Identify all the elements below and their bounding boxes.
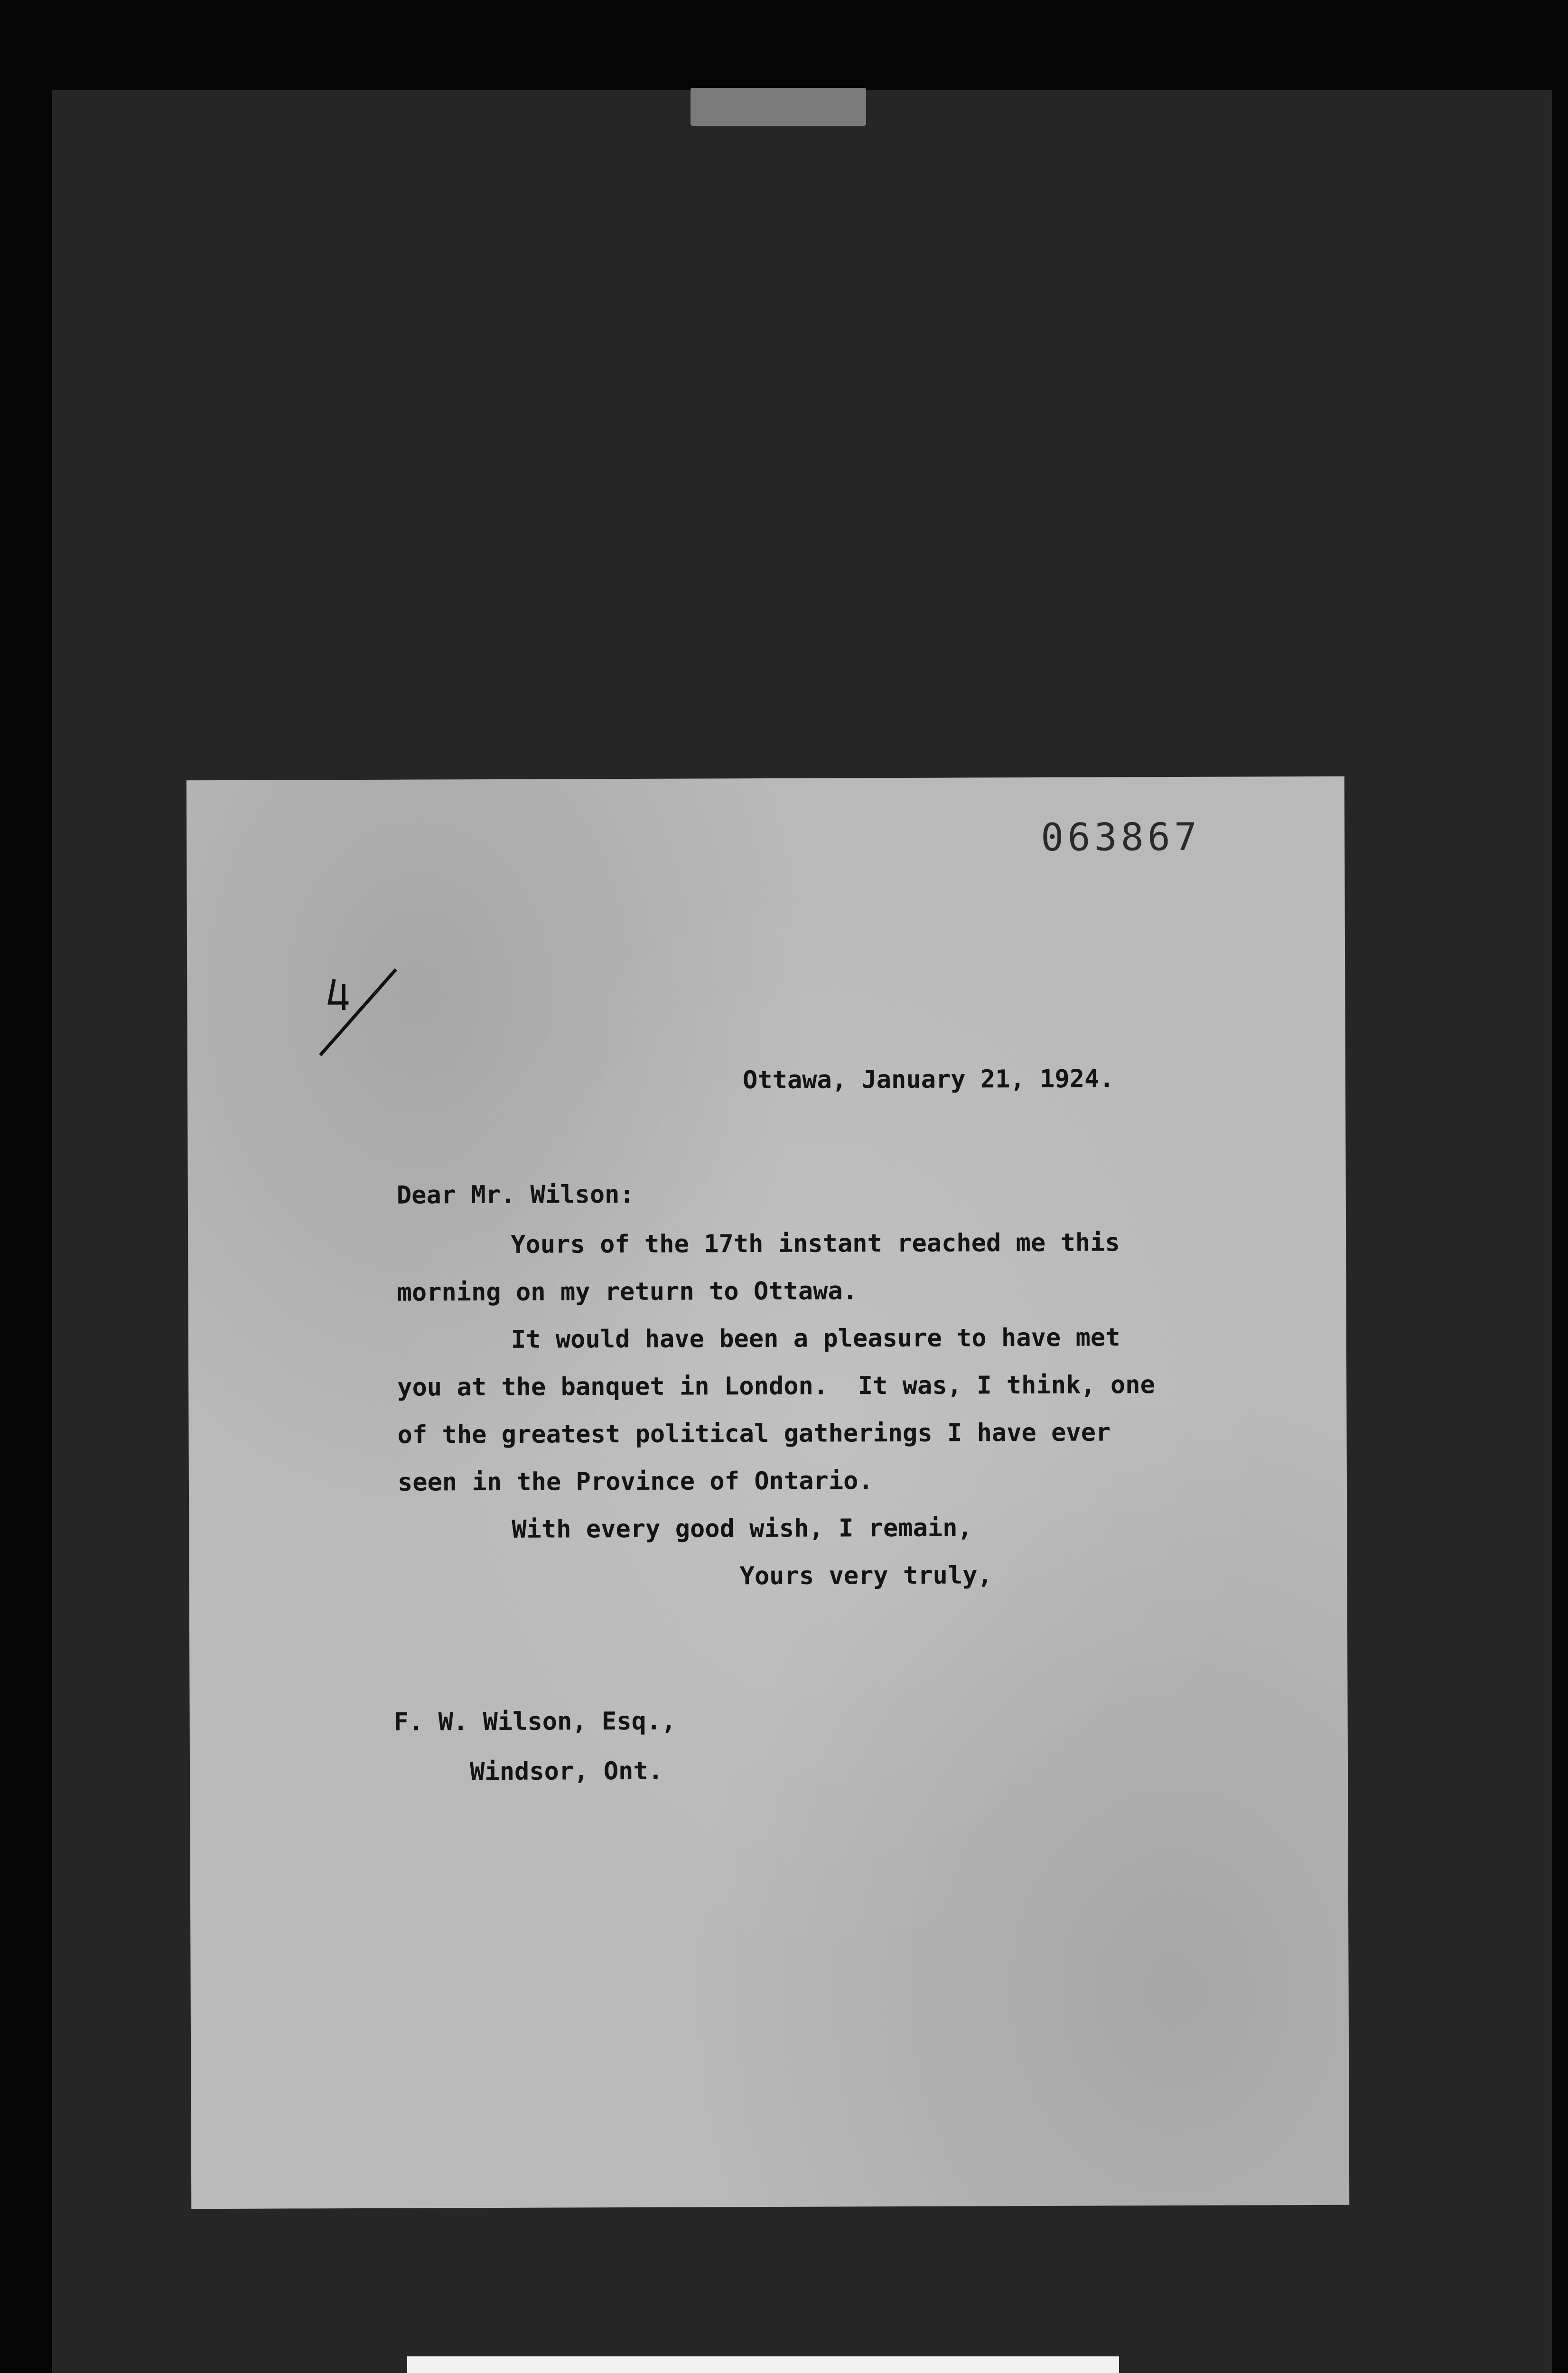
body-line: morning on my return to Ottawa. [397, 1277, 858, 1307]
body-line: of the greatest political gatherings I have ever [397, 1418, 1111, 1449]
body-line: With every good wish, I remain, [512, 1513, 972, 1544]
body-line: It would have been a pleasure to have met [511, 1323, 1120, 1354]
document-number: 063867 [1041, 814, 1201, 860]
body-line: seen in the Province of Ontario. [397, 1467, 873, 1497]
recipient-name: F. W. Wilson, Esq., [393, 1707, 676, 1737]
body-line: you at the banquet in London. It was, I think, one [397, 1371, 1155, 1402]
letter-date: Ottawa, January 21, 1924. [742, 1065, 1114, 1095]
reference-label [407, 2356, 1119, 2373]
recipient-place: Windsor, Ont. [469, 1756, 663, 1786]
letter-page [187, 776, 1349, 2209]
body-line: Yours of the 17th instant reached me this [511, 1228, 1120, 1259]
salutation: Dear Mr. Wilson: [396, 1180, 635, 1210]
top-clip [691, 88, 866, 126]
closing: Yours very truly, [739, 1561, 992, 1591]
handwritten-mark [315, 965, 406, 1060]
